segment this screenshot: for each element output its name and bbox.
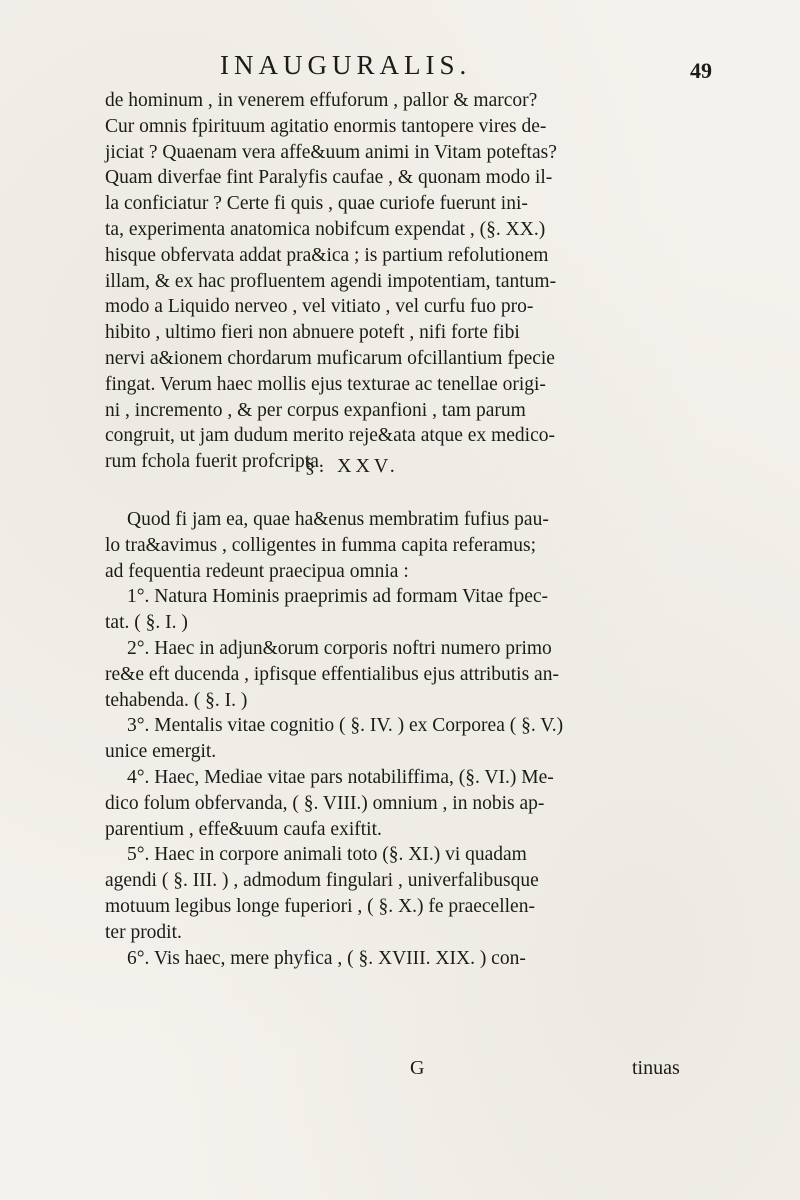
text-line: ter prodit.: [105, 921, 182, 943]
text-line: lo tra&avimus , colligentes in fumma capita referamus;: [105, 534, 537, 556]
text-line: Cur omnis fpirituum agitatio enormis tantopere vires de-: [105, 115, 547, 137]
text-line: la conficiatur ? Certe fi quis , quae curiofe fuerunt ini-: [105, 193, 528, 215]
text-line: fingat. Verum haec mollis ejus texturae ac tenellae origi-: [105, 373, 546, 395]
text-line: parentium , effe&uum caufa exiftit.: [105, 818, 382, 840]
list-item: 2°. Haec in adjun&orum corporis noftri numero primo: [127, 637, 552, 659]
list-item: 4°. Haec, Mediae vitae pars notabiliffima, (§. VI.) Me-: [127, 766, 554, 788]
paragraph-one: [105, 88, 710, 475]
text-line: tehabenda. ( §. I. ): [105, 689, 248, 711]
page-number: 49: [690, 58, 712, 83]
text-line: ad fequentia redeunt praecipua omnia :: [105, 560, 409, 582]
text-line: Quod fi jam ea, quae ha&enus membratim fufius pau-: [127, 509, 549, 530]
text-line: dico folum obfervanda, ( §. VIII.) omnium , in nobis ap-: [105, 792, 545, 814]
list-item: 6°. Vis haec, mere phyfica , ( §. XVIII. XIX. ) con-: [127, 947, 526, 969]
text-line: jiciat ? Quaenam vera affe&uum animi in Vitam poteftas?: [105, 141, 557, 163]
text-line: motuum legibus longe fuperiori , ( §. X.) fe praecellen-: [105, 895, 535, 917]
list-item: 3°. Mentalis vitae cognitio ( §. IV. ) ex Corporea ( §. V.): [127, 715, 564, 737]
catchword: tinuas: [632, 1057, 680, 1079]
signature-mark: G: [410, 1057, 425, 1079]
text-line: re&e eft ducenda , ipfisque effentialibus ejus attributis an-: [105, 663, 559, 685]
text-line: illam, & ex hac profluentem agendi impotentiam, tantum-: [105, 270, 557, 292]
text-line: Quam diverfae fint Paralyfis caufae , & quonam modo il-: [105, 167, 553, 189]
section-heading: §. XXV.: [305, 455, 399, 477]
text-line: ta, experimenta anatomica nobifcum expendat , (§. XX.): [105, 218, 546, 240]
list-item: 5°. Haec in corpore animali toto (§. XI.) vi quadam: [127, 844, 527, 866]
text-line: de hominum , in venerem effuforum , pallor & marcor?: [105, 90, 538, 111]
text-line: unice emergit.: [105, 741, 217, 763]
text-line: tat. ( §. I. ): [105, 612, 188, 634]
text-line: modo a Liquido nerveo , vel vitiato , vel curfu fuo pro-: [105, 296, 534, 318]
text-line: hisque obfervata addat pra&ica ; is partium refolutionem: [105, 244, 549, 266]
text-line: congruit, ut jam dudum merito reje&ata atque ex medico-: [105, 425, 555, 447]
paragraph-two: [105, 507, 710, 971]
text-line: nervi a&ionem chordarum muficarum ofcillantium fpecie: [105, 347, 555, 369]
text-line: hibito , ultimo fieri non abnuere poteft , nifi forte fibi: [105, 322, 520, 344]
list-item: 1°. Natura Hominis praeprimis ad formam Vitae fpec-: [127, 586, 549, 608]
text-line: ni , incremento , & per corpus expanfioni , tam parum: [105, 399, 526, 421]
running-title: INAUGURALIS.: [220, 50, 472, 80]
text-line: agendi ( §. III. ) , admodum fingulari , univerfalibusque: [105, 870, 539, 892]
text-line: rum fchola fuerit profcripta.: [105, 451, 324, 473]
